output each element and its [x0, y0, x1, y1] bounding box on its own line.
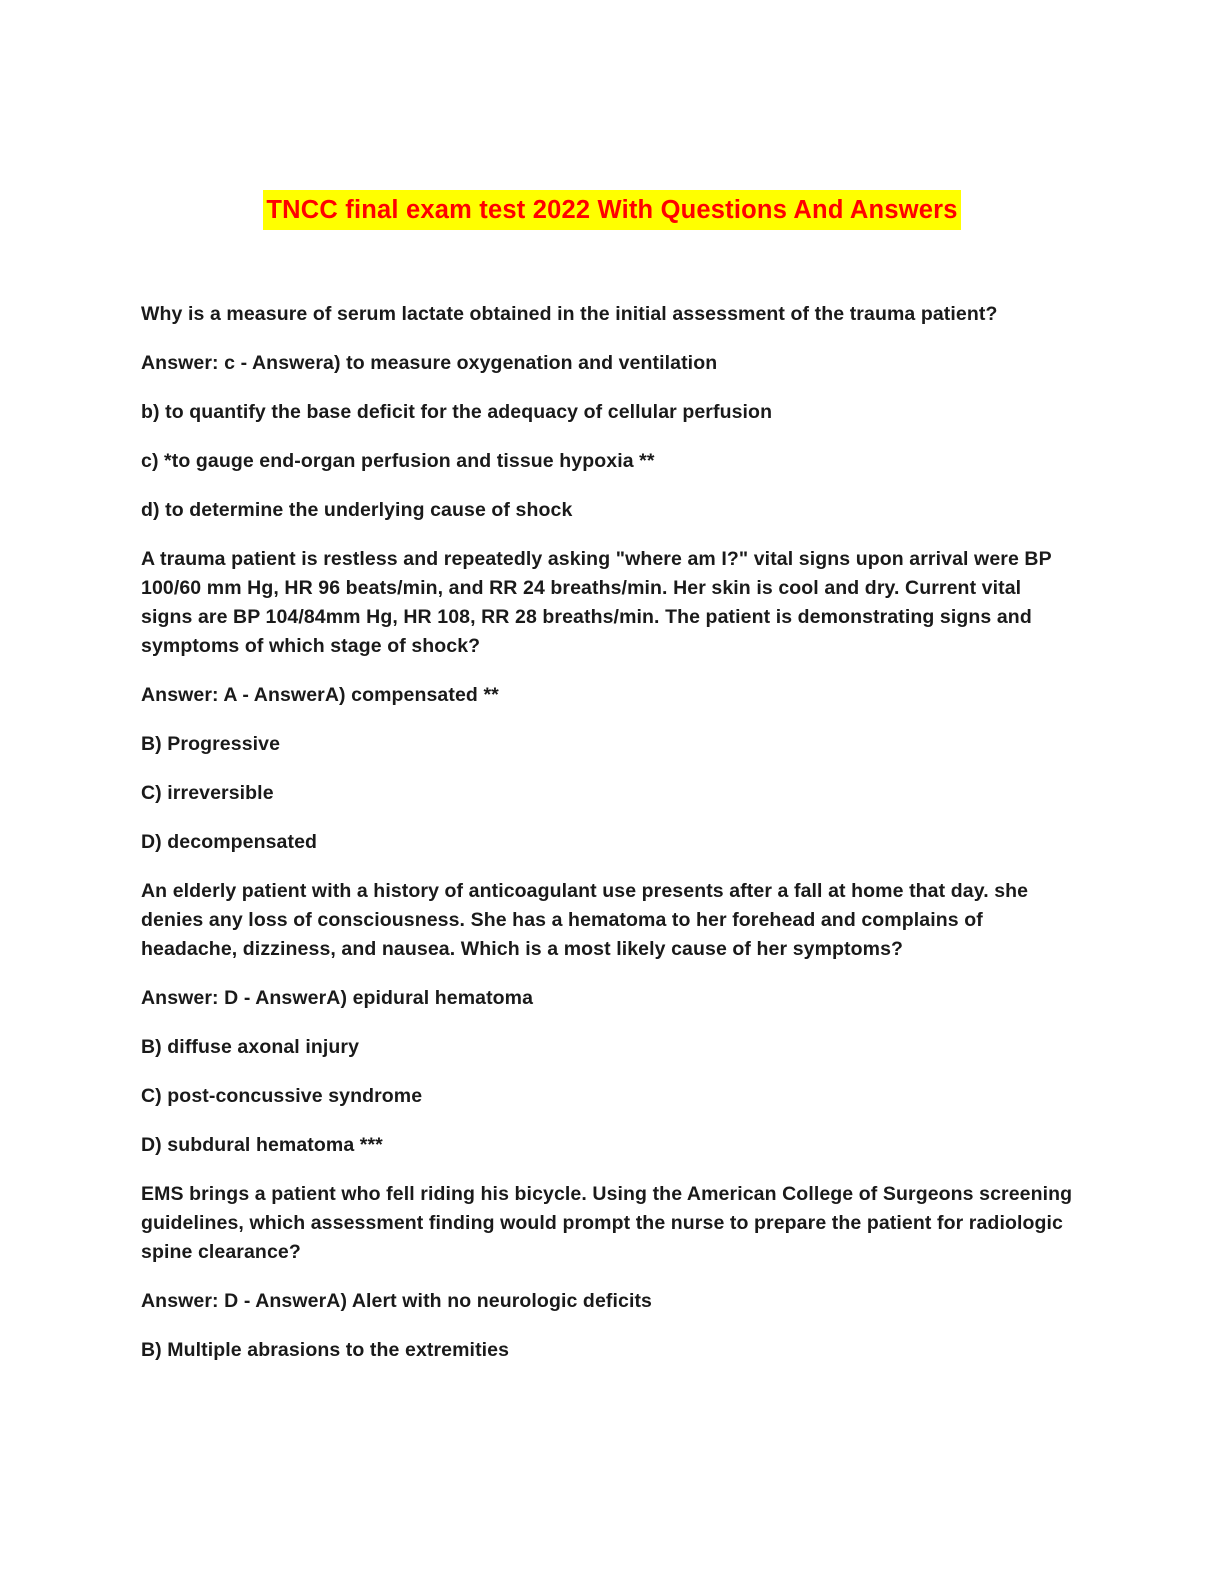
title-wrapper	[0, 190, 1224, 230]
option-2c: C) irreversible	[141, 782, 274, 804]
option-2d: D) decompensated	[141, 831, 318, 853]
option-3b: B) diffuse axonal injury	[141, 1036, 360, 1058]
document-title: TNCC final exam test 2022 With Questions And Answers	[263, 190, 960, 230]
option-2b: B) Progressive	[141, 733, 281, 755]
question-2: A trauma patient is restless and repeatedly asking "where am I?" vital signs upon arrival were BP 100/60 mm Hg, HR 96 beats/min, and RR 24 breaths/min. Her skin is cool and dry. Current vital signs are BP 104/84mm Hg, HR 108, RR 28 breaths/min. The patient is demonstrating signs and symptoms of which stage of shock?	[141, 548, 1052, 657]
option-1c: c) *to gauge end-organ perfusion and tissue hypoxia **	[141, 450, 655, 472]
option-3c: C) post-concussive syndrome	[141, 1085, 423, 1107]
answer-2: Answer: A - AnswerA) compensated **	[141, 684, 499, 706]
question-3: An elderly patient with a history of anticoagulant use presents after a fall at home that day. she denies any loss of consciousness. She has a hematoma to her forehead and complains of headache, dizziness, and nausea. Which is a most likely cause of her symptoms?	[141, 880, 1029, 960]
document-body	[141, 300, 1076, 1385]
answer-4: Answer: D - AnswerA) Alert with no neurologic deficits	[141, 1290, 652, 1312]
option-1d: d) to determine the underlying cause of shock	[141, 499, 573, 521]
question-4: EMS brings a patient who fell riding his bicycle. Using the American College of Surgeons screening guidelines, which assessment finding would prompt the nurse to prepare the patient for radiologic spine clearance?	[141, 1183, 1073, 1263]
question-1: Why is a measure of serum lactate obtained in the initial assessment of the trauma patient?	[141, 303, 998, 325]
option-4b: B) Multiple abrasions to the extremities	[141, 1339, 510, 1361]
option-3d: D) subdural hematoma ***	[141, 1134, 383, 1156]
answer-3: Answer: D - AnswerA) epidural hematoma	[141, 987, 534, 1009]
answer-1: Answer: c - Answera) to measure oxygenation and ventilation	[141, 352, 718, 374]
option-1b: b) to quantify the base deficit for the adequacy of cellular perfusion	[141, 401, 773, 423]
